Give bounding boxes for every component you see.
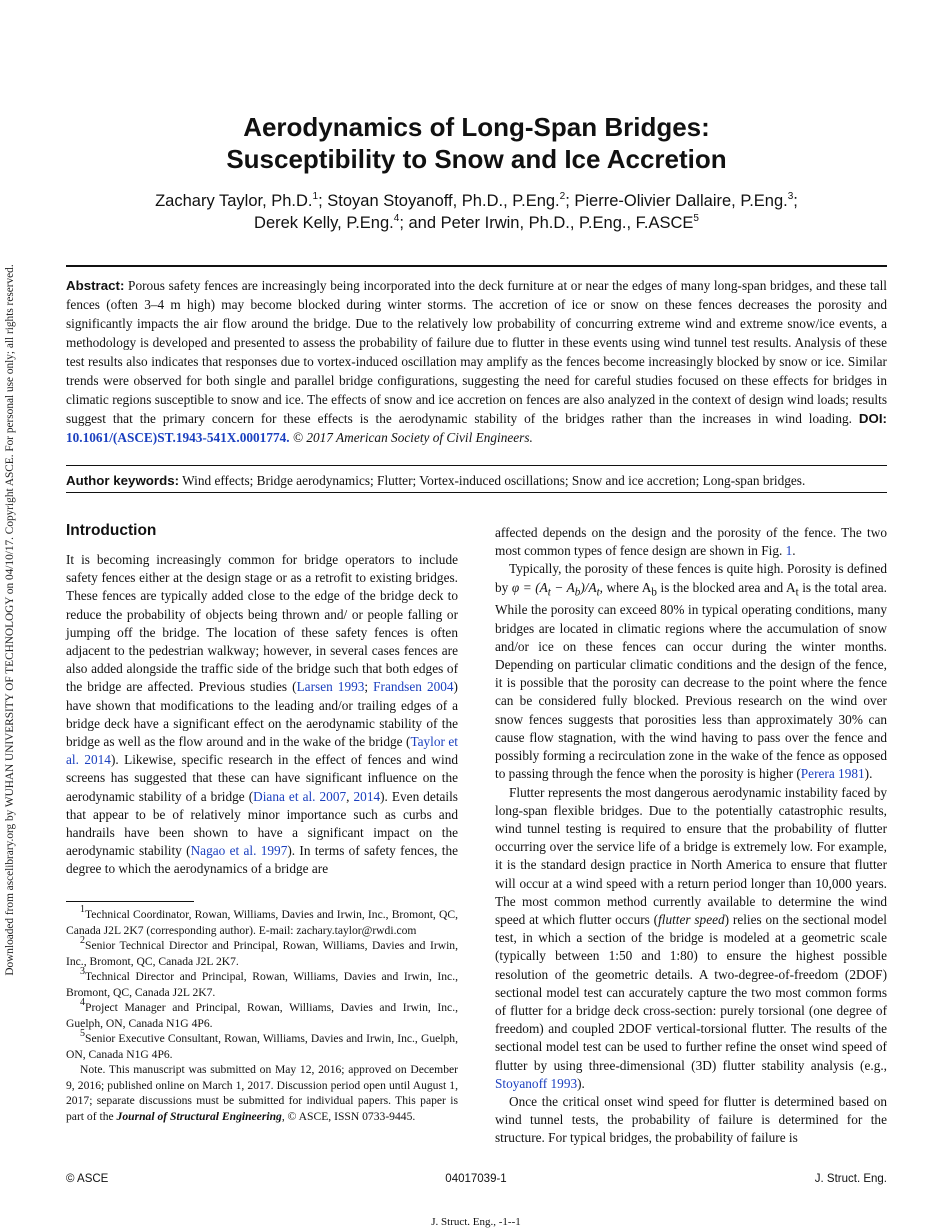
author-line-1: Zachary Taylor, Ph.D.$^1$; Stoyan Stoyanoff, Ph.D., P.Eng.$^2$; Pierre-Olivier Dallaire, P.Eng.$^3$;: [155, 190, 798, 210]
right-column-body: [495, 524, 887, 1148]
title-line-1: Aerodynamics of Long-Span Bridges:: [243, 112, 710, 142]
ref-diana-2014[interactable]: 2014: [353, 788, 381, 804]
right-paragraph-4: Once the critical onset wind speed for flutter is determined based on wind tunnel tests, the probability of failure is determined for the structure. For typical bridges, the probability of failure is: [495, 1093, 887, 1146]
abstract-label: Abstract:: [66, 278, 125, 293]
doi-label: DOI:: [858, 411, 887, 426]
author-line-2: Derek Kelly, P.Eng.$^4$; and Peter Irwin, Ph.D., P.Eng., F.ASCE$^5$: [254, 212, 699, 232]
ref-taylor-2014[interactable]: Taylor et al. 2014: [66, 734, 458, 768]
abstract: [66, 276, 887, 447]
footnote-5: $^5$Senior Executive Consultant, Rowan, Williams, Davies and Irwin, Inc., Guelph, ON, Canada N1G 4P6.: [66, 1028, 458, 1061]
keywords-label: Author keywords:: [66, 473, 180, 488]
porosity-formula: $\varphi = (A_t - A_b)/A_t$: [511, 579, 600, 599]
paper-title: [66, 111, 887, 175]
ref-larsen-1993[interactable]: Larsen 1993: [296, 679, 365, 695]
footnote-rule: [66, 901, 194, 902]
submission-note: Note. This manuscript was submitted on May 12, 2016; approved on December 9, 2016; published online on March 1, 2017. Discussion period open until August 1, 2017; separate discussions must be submitted for individual papers. This paper is part of the Journal of Structural Engineering, © ASCE, ISSN 0733-9445.: [66, 1063, 458, 1123]
copyright: © 2017 American Society of Civil Engineers.: [292, 430, 533, 445]
keywords-top-rule: [66, 465, 887, 466]
footnote-4: $^4$Project Manager and Principal, Rowan, Williams, Davies and Irwin, Inc., Guelph, ON, Canada N1G 4P6.: [66, 997, 458, 1030]
ref-stoyanoff-1993[interactable]: Stoyanoff 1993: [495, 1075, 578, 1091]
ref-frandsen-2004[interactable]: Frandsen 2004: [373, 679, 454, 695]
keywords-bottom-rule: [66, 492, 887, 493]
left-column-body: [66, 551, 458, 879]
download-watermark: Downloaded from ascelibrary.org by WUHAN UNIVERSITY OF TECHNOLOGY on 04/10/17. Copyright ASCE. For personal use only; all rights reserved.: [4, 264, 16, 976]
abstract-top-rule: [66, 265, 887, 267]
bottom-citation: J. Struct. Eng., -1--1: [431, 1216, 521, 1228]
ref-diana-2007[interactable]: Diana et al. 2007: [253, 788, 347, 804]
ref-perera-1981[interactable]: Perera 1981: [800, 766, 865, 782]
footnote-2: $^2$Senior Technical Director and Principal, Rowan, Williams, Davies and Irwin, Inc., Bromont, QC, Canada J2L 2K7.: [66, 935, 458, 968]
abstract-text: Porous safety fences are increasingly being incorporated into the deck furniture at or near the edges of many long-span bridges, and these tall fences (often 3–4 m high) may become blocked during winter storms. The accretion of ice or snow on these fences decreases the porosity and significantly impacts the air flow around the bridge. Due to the relatively low probability of concurring extreme wind and extreme snow/ice events, a methodology is developed and presented to assess the probability of failure due to flutter in these events using wind tunnel test results. Analysis of these test results also indicates that responses due to vortex-induced oscillation may amplify as the fences become increasingly blocked by snow or ice. Similar trends were observed for both single and parallel bridge configurations, suggesting the need for careful studies focused on these effects for bridges in climatic regions susceptible to snow and ice. The effects of snow and ice accretion on fences are also analyzed in the context of design wind loads; results suggest that the primary concern for these effects is the aerodynamic stability of the bridges rather than the increases in wind loading.: [66, 278, 887, 426]
fig-1-link[interactable]: 1: [785, 543, 793, 559]
doi-link[interactable]: 10.1061/(ASCE)ST.1943-541X.0001774.: [66, 430, 290, 445]
footnotes: [66, 904, 458, 1124]
footer-page-id: 04017039-1: [445, 1173, 507, 1185]
author-keywords: [66, 471, 887, 490]
right-paragraph-3: Flutter represents the most dangerous aerodynamic instability faced by long-span flexible bridges. Due to the potentially catastrophic results, wind tunnel testing is required to ensure that the probability of flutter occurring over the service life of a bridge is extremely low. For example, it is the standard design practice in North America to ensure that flutter will occur at a wind speed with a return period longer than 10,000 years. The most common method currently available to determine the wind speed at which flutter occurs (flutter speed) relies on the sectional model test, in which a section of the bridge is modeled at a geometric scale (typically between 1:50 and 1:80) to ensure the highest possible resolution of the geometric details. A two-degree-of-freedom (2DOF) sectional model test can accurately capture the two most common forms of flutter for a bridge deck cross-section: purely torsional (one degree of freedom) and coupled 2DOF vertical-torsional flutter. The results of the sectional model test can be used to further refine the onset wind speed of flutter by using three-dimensional (3D) flutter stability analysis (e.g., Stoyanoff 1993).: [495, 784, 887, 1091]
footnote-1: $^1$Technical Coordinator, Rowan, Williams, Davies and Irwin, Inc., Bromont, QC, Canada J2L 2K7 (corresponding author). E-mail: zachary.taylor@rwdi.com: [66, 904, 458, 937]
introduction-heading: Introduction: [66, 522, 157, 539]
footnote-3: $^3$Technical Director and Principal, Rowan, Williams, Davies and Irwin, Inc., Bromont, QC, Canada J2L 2K7.: [66, 966, 458, 999]
ref-nagao-1997[interactable]: Nagao et al. 1997: [190, 843, 288, 859]
intro-paragraph: It is becoming increasingly common for bridge operators to include safety fences either at the design stage or as a retrofit to existing bridges. These fences are typically added close to the edge of the bridge deck to reduce the probability of objects being thrown and/ or people falling or jumping off the bridge. The location of these safety fences is often adjacent to the pedestrian walkway; however, in several cases fences are also added alongside the traffic side of the bridge such that both edges of the bridge are affected. Previous studies (Larsen 1993; Frandsen 2004) have shown that modifications to the leading and/or trailing edges of a bridge deck have a significant effect on the aerodynamic stability of the bridge as well as the flow around and in the wake of the bridge (Taylor et al. 2014). Likewise, specific research in the effect of fences and wind screens has suggested that these can have significant influence on the aerodynamic stability of a bridge (Diana et al. 2007, 2014). Even details that appear to be of relatively minor importance such as curbs and handrails have been shown to have a significant impact on the aerodynamic stability (Nagao et al. 1997). In terms of safety fences, the degree to which the aerodynamics of a bridge are: [66, 552, 458, 877]
title-line-2: Susceptibility to Snow and Ice Accretion: [226, 144, 727, 174]
right-paragraph-1: affected depends on the design and the porosity of the fence. The two most common types of fence design are shown in Fig. 1.: [495, 525, 887, 559]
keywords-text: Wind effects; Bridge aerodynamics; Flutter; Vortex-induced oscillations; Snow and ice accretion; Long-span bridges.: [179, 473, 806, 488]
right-paragraph-2: Typically, the porosity of these fences is quite high. Porosity is defined by $\varphi = (A_t - A_b)/A_t$, where $A_b$ is the blocked area and $A_t$ is the total area. While the porosity can exceed 80% in typical operating conditions, many bridges are located in climatic regions where the accumulation of snow and/or ice on these fences can occur during the winter months. Depending on particular climatic conditions and the design of the fence, it is possible that the porosity can decrease to the point where the fence can be considered fully blocked. Previous research on the wind over snow fences suggests that porosities less than approximately 30% can cause flow stagnation, with the wind having to pass over the fence and possibly forming a recirculation zone in the wake of the fence as opposed to passing through the fence when the porosity is higher (Perera 1981).: [495, 561, 887, 782]
author-list: [66, 190, 887, 234]
footer-journal: J. Struct. Eng.: [814, 1173, 887, 1185]
footer-left: © ASCE: [66, 1173, 109, 1185]
